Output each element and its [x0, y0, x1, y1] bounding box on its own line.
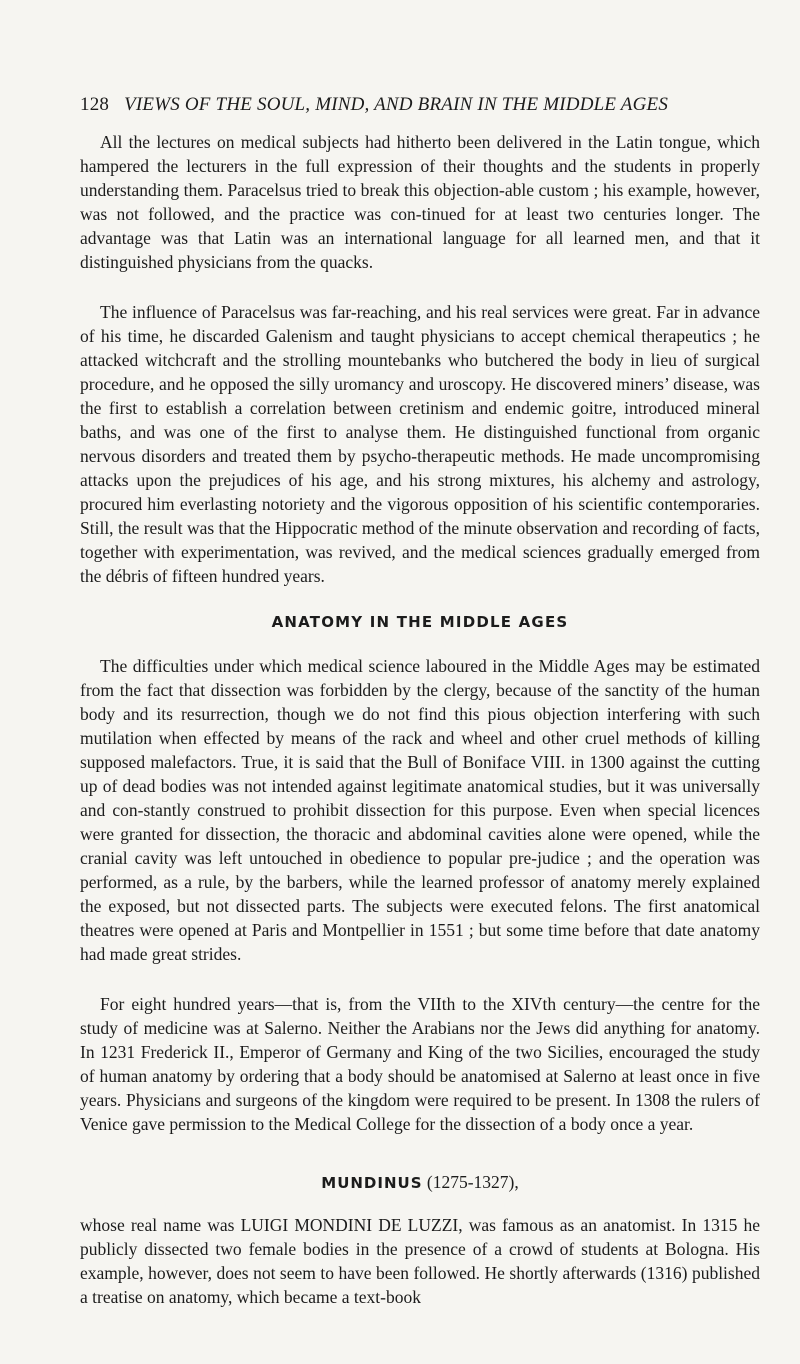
subheading — [80, 1170, 760, 1195]
paragraph: whose real name was LUIGI MONDINI DE LUZZI, was famous as an anatomist. In 1315 he publicly dissected two female bodies in the presence of a crowd of students at Bologna. His example, however, does not seem to have been followed. He shortly afterwards (1316) published a treatise on anatomy, which became a text-book — [80, 1215, 760, 1307]
page-body — [80, 130, 760, 1309]
section-heading: ANATOMY IN THE MIDDLE AGES — [271, 613, 569, 631]
running-title: VIEWS OF THE SOUL, MIND, AND BRAIN IN THE MIDDLE AGES — [124, 94, 669, 115]
paragraph: All the lectures on medical subjects had hitherto been delivered in the Latin tongue, which hampered the lecturers in the full expression of their thoughts and the students in properly understanding them. Paracelsus tried to break this objection-able custom ; his example, however, was not followed, and the practice was con-tinued for at least two centuries longer. The advantage was that Latin was an international language for all learned men, and that it distinguished physicians from the quacks. — [80, 132, 760, 272]
running-header — [80, 94, 760, 116]
subheading-dates: (1275-1327), — [426, 1172, 519, 1192]
paragraph: The difficulties under which medical science laboured in the Middle Ages may be estimated from the fact that dissection was forbidden by the clergy, because of the sanctity of the human body and its resurrection, though we do not find this pious objection interfering with such mutilation when effected by means of the rack and wheel and other cruel methods of killing supposed malefactors. True, it is said that the Bull of Boniface VIII. in 1300 against the cutting up of dead bodies was not intended against legitimate anatomical studies, but it was universally and con-stantly construed to prohibit dissection for this purpose. Even when special licences were granted for dissection, the thoracic and abdominal cavities alone were opened, while the cranial cavity was left untouched in obedience to popular pre-judice ; and the operation was performed, as a rule, by the barbers, while the learned professor of anatomy merely explained the exposed, but not dissected parts. The subjects were executed felons. The first anatomical theatres were opened at Paris and Montpellier in 1551 ; but some time before that date anatomy had made great strides. — [80, 656, 760, 964]
paragraph: For eight hundred years—that is, from the VIIth to the XIVth century—the centre for the study of medicine was at Salerno. Neither the Arabians nor the Jews did anything for anatomy. In 1231 Frederick II., Emperor of Germany and King of the two Sicilies, encouraged the study of human anatomy by ordering that a body should be anatomised at Salerno at least once in five years. Physicians and surgeons of the kingdom were required to be present. In 1308 the rulers of Venice gave permission to the Medical College for the dissection of a body once a year. — [80, 994, 760, 1134]
page-number: 128 — [80, 94, 110, 115]
paragraph: The influence of Paracelsus was far-reaching, and his real services were great. Far in advance of his time, he discarded Galenism and taught physicians to accept chemical therapeutics ; he attacked witchcraft and the strolling mountebanks who butchered the body in lieu of surgical procedure, and he opposed the silly uromancy and uroscopy. He discovered miners’ disease, was the first to establish a correlation between cretinism and endemic goitre, introduced mineral baths, and was one of the first to analyse them. He distinguished functional from organic nervous disorders and treated them by psycho-therapeutic methods. He made uncompromising attacks upon the prejudices of his age, and his strong mixtures, his alchemy and astrology, procured him everlasting notoriety and the vigorous opposition of his scientific contemporaries. Still, the result was that the Hippocratic method of the minute observation and recording of facts, together with experimentation, was revived, and the medical sciences gradually emerged from the débris of fifteen hundred years. — [80, 302, 760, 586]
subheading-name: MUNDINUS — [321, 1174, 423, 1192]
